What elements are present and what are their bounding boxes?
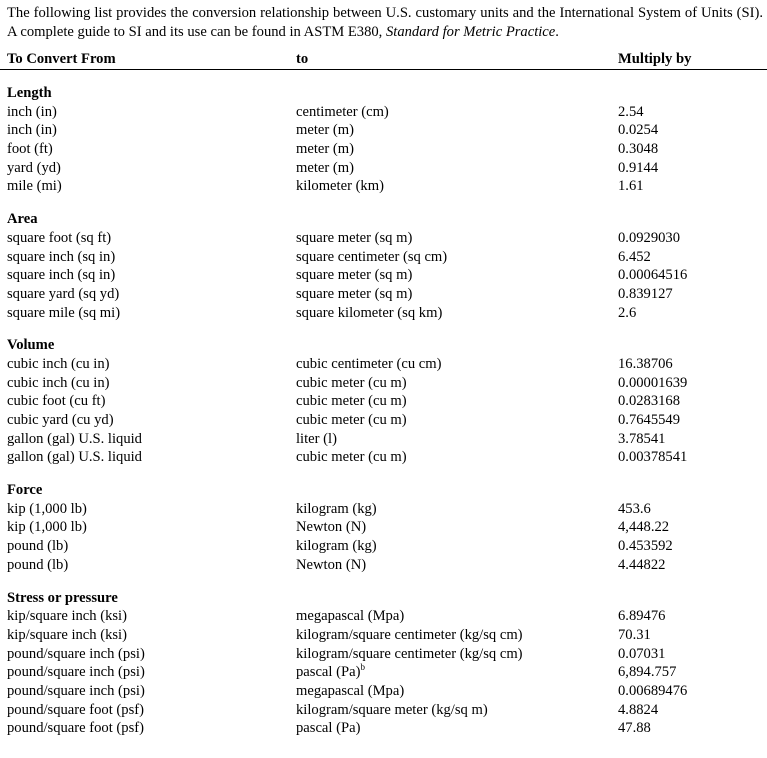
table-row [0, 556, 767, 575]
table-row [0, 430, 767, 449]
table-header-row [0, 48, 767, 70]
convert-to-text: liter (l) [296, 430, 337, 447]
table-row [0, 448, 767, 467]
convert-to-cell [296, 159, 354, 178]
convert-from-cell: pound (lb) [7, 556, 69, 573]
convert-to-cell [296, 607, 404, 626]
convert-to-cell [296, 682, 404, 701]
convert-from-cell: inch (in) [7, 122, 57, 139]
convert-to-text: centimeter (cm) [296, 103, 389, 120]
convert-to-text: meter (m) [296, 122, 354, 139]
section-spacer [0, 467, 767, 481]
convert-to-cell [296, 626, 523, 645]
convert-to-cell [296, 537, 377, 556]
convert-from-cell: cubic inch (cu in) [7, 355, 110, 372]
convert-to-text: megapascal (Mpa) [296, 682, 405, 699]
intro-paragraph [7, 4, 763, 42]
multiply-factor-cell: 0.00001639 [618, 374, 688, 391]
table-row [0, 626, 767, 645]
convert-from-cell: cubic foot (cu ft) [7, 393, 106, 410]
convert-to-text: kilogram/square meter (kg/sq m) [296, 701, 488, 718]
section-title-text: Length [7, 85, 52, 101]
convert-to-cell [296, 285, 412, 304]
convert-from-cell: kip (1,000 lb) [7, 500, 87, 517]
convert-from-cell: square mile (sq mi) [7, 304, 121, 321]
section-title [0, 589, 767, 608]
convert-to-cell [296, 355, 441, 374]
convert-from-cell: cubic yard (cu yd) [7, 412, 114, 428]
section-title [0, 481, 767, 500]
table-row [0, 719, 767, 738]
section-title-text: Area [7, 211, 38, 228]
table-row [0, 266, 767, 285]
multiply-factor-cell: 0.00064516 [618, 267, 688, 284]
intro-text: The following list provides the conversion relationship between U.S. customary units and the International System of Units (SI). A complete guide to SI and its use can be found in ASTM E380, [7, 5, 763, 40]
convert-to-text: cubic meter (cu m) [296, 393, 407, 410]
multiply-factor-cell: 16.38706 [618, 355, 673, 372]
convert-to-cell [296, 229, 412, 248]
convert-from-cell: square foot (sq ft) [7, 229, 112, 246]
header-multiply-by: Multiply by [618, 51, 692, 67]
table-row [0, 645, 767, 664]
convert-to-text: meter (m) [296, 141, 354, 158]
convert-to-text: kilogram/square centimeter (kg/sq cm) [296, 626, 523, 643]
convert-from-cell: yard (yd) [7, 159, 61, 176]
footnote-marker: b [360, 662, 365, 673]
multiply-factor-cell: 4.44822 [618, 556, 666, 573]
multiply-factor-cell: 2.6 [618, 304, 637, 321]
convert-to-text: square centimeter (sq cm) [296, 248, 448, 265]
convert-to-cell [296, 140, 354, 159]
multiply-factor-cell: 6.452 [618, 248, 651, 265]
table-row [0, 701, 767, 720]
table-row [0, 682, 767, 701]
convert-from-cell: cubic inch (cu in) [7, 374, 110, 391]
convert-from-cell: pound/square inch (psi) [7, 682, 145, 699]
convert-from-cell: foot (ft) [7, 141, 53, 158]
conversion-table [0, 48, 767, 738]
section-spacer [0, 196, 767, 210]
convert-from-cell: pound (lb) [7, 538, 69, 555]
convert-to-text: cubic meter (cu m) [296, 449, 407, 466]
table-row [0, 285, 767, 304]
convert-from-cell: pound/square foot (psf) [7, 720, 144, 737]
convert-to-cell [296, 304, 442, 323]
convert-to-text: kilometer (km) [296, 178, 384, 195]
section-spacer [0, 70, 767, 84]
convert-to-text: Newton (N) [296, 519, 367, 536]
multiply-factor-cell: 0.00689476 [618, 682, 688, 699]
multiply-factor-cell: 0.0929030 [618, 229, 681, 246]
table-row [0, 374, 767, 393]
convert-to-text: square meter (sq m) [296, 285, 413, 302]
convert-to-cell [296, 266, 412, 285]
multiply-factor-cell: 0.839127 [618, 285, 673, 302]
convert-to-text: kilogram (kg) [296, 538, 377, 555]
convert-to-text: square kilometer (sq km) [296, 304, 443, 321]
multiply-factor-cell: 4.8824 [618, 701, 659, 718]
multiply-factor-cell: 0.0254 [618, 122, 659, 139]
convert-from-cell: gallon (gal) U.S. liquid [7, 449, 142, 466]
convert-from-cell: square yard (sq yd) [7, 285, 120, 302]
section-spacer [0, 322, 767, 336]
header-convert-from: To Convert From [7, 51, 116, 67]
convert-to-text: megapascal (Mpa) [296, 608, 405, 625]
multiply-factor-cell: 3.78541 [618, 430, 666, 447]
table-row [0, 103, 767, 122]
convert-to-text: kilogram (kg) [296, 500, 377, 517]
multiply-factor-cell: 0.07031 [618, 645, 666, 662]
section-title-text: Stress or pressure [7, 589, 118, 606]
convert-to-cell [296, 411, 407, 430]
convert-from-cell: square inch (sq in) [7, 267, 116, 284]
multiply-factor-cell: 0.3048 [618, 141, 659, 158]
table-row [0, 229, 767, 248]
convert-to-cell [296, 374, 407, 393]
table-row [0, 518, 767, 537]
table-row [0, 392, 767, 411]
convert-to-text: pascal (Pa) [296, 664, 361, 681]
table-row [0, 607, 767, 626]
convert-from-cell: inch (in) [7, 103, 57, 120]
multiply-factor-cell: 2.54 [618, 103, 644, 120]
convert-to-cell [296, 719, 360, 738]
table-row [0, 177, 767, 196]
intro-end: . [555, 24, 559, 40]
table-row [0, 248, 767, 267]
multiply-factor-cell: 0.453592 [618, 538, 673, 555]
convert-to-text: cubic meter (cu m) [296, 412, 407, 428]
convert-to-text: meter (m) [296, 159, 354, 176]
convert-from-cell: gallon (gal) U.S. liquid [7, 430, 142, 447]
convert-from-cell: kip/square inch (ksi) [7, 608, 127, 625]
convert-to-text: Newton (N) [296, 556, 367, 573]
convert-to-cell [296, 663, 365, 682]
convert-to-cell [296, 500, 377, 519]
table-row [0, 500, 767, 519]
convert-to-text: square meter (sq m) [296, 229, 413, 246]
section-title-text: Force [7, 482, 43, 499]
convert-to-cell [296, 645, 523, 664]
header-to: to [296, 51, 309, 67]
convert-from-cell: kip/square inch (ksi) [7, 626, 127, 643]
multiply-factor-cell: 4,448.22 [618, 519, 670, 536]
convert-to-cell [296, 103, 389, 122]
convert-to-cell [296, 430, 337, 449]
table-row [0, 121, 767, 140]
multiply-factor-cell: 453.6 [618, 500, 651, 517]
convert-to-text: square meter (sq m) [296, 267, 413, 284]
convert-to-text: cubic centimeter (cu cm) [296, 355, 442, 372]
multiply-factor-cell: 0.0283168 [618, 393, 681, 410]
convert-to-cell [296, 121, 354, 140]
convert-from-cell: mile (mi) [7, 178, 62, 195]
convert-to-cell [296, 518, 366, 537]
convert-from-cell: pound/square inch (psi) [7, 664, 145, 681]
convert-to-text: cubic meter (cu m) [296, 374, 407, 391]
convert-from-cell: square inch (sq in) [7, 248, 116, 265]
multiply-factor-cell: 0.7645549 [618, 412, 681, 428]
convert-from-cell: pound/square foot (psf) [7, 701, 144, 718]
multiply-factor-cell: 6.89476 [618, 608, 666, 625]
table-row [0, 140, 767, 159]
convert-to-text: kilogram/square centimeter (kg/sq cm) [296, 645, 523, 662]
section-title [0, 336, 767, 355]
multiply-factor-cell: 70.31 [618, 626, 651, 643]
table-row [0, 304, 767, 323]
convert-to-cell [296, 556, 366, 575]
multiply-factor-cell: 6,894.757 [618, 664, 677, 681]
section-spacer [0, 575, 767, 589]
multiply-factor-cell: 0.9144 [618, 159, 659, 176]
convert-to-text: pascal (Pa) [296, 720, 361, 737]
sections-container [0, 70, 767, 738]
section-title [0, 84, 767, 103]
multiply-factor-cell: 0.00378541 [618, 449, 688, 466]
convert-to-cell [296, 392, 407, 411]
convert-to-cell [296, 701, 488, 720]
convert-from-cell: pound/square inch (psi) [7, 645, 145, 662]
convert-to-cell [296, 448, 407, 467]
table-row [0, 663, 767, 682]
convert-to-cell [296, 248, 447, 267]
table-row [0, 411, 767, 430]
standard-title: Standard for Metric Practice [385, 24, 556, 40]
multiply-factor-cell: 47.88 [618, 720, 651, 737]
table-row [0, 537, 767, 556]
table-row [0, 159, 767, 178]
section-title-text: Volume [7, 337, 55, 354]
multiply-factor-cell: 1.61 [618, 178, 644, 195]
convert-to-cell [296, 177, 384, 196]
table-row [0, 355, 767, 374]
convert-from-cell: kip (1,000 lb) [7, 519, 87, 536]
section-title [0, 210, 767, 229]
